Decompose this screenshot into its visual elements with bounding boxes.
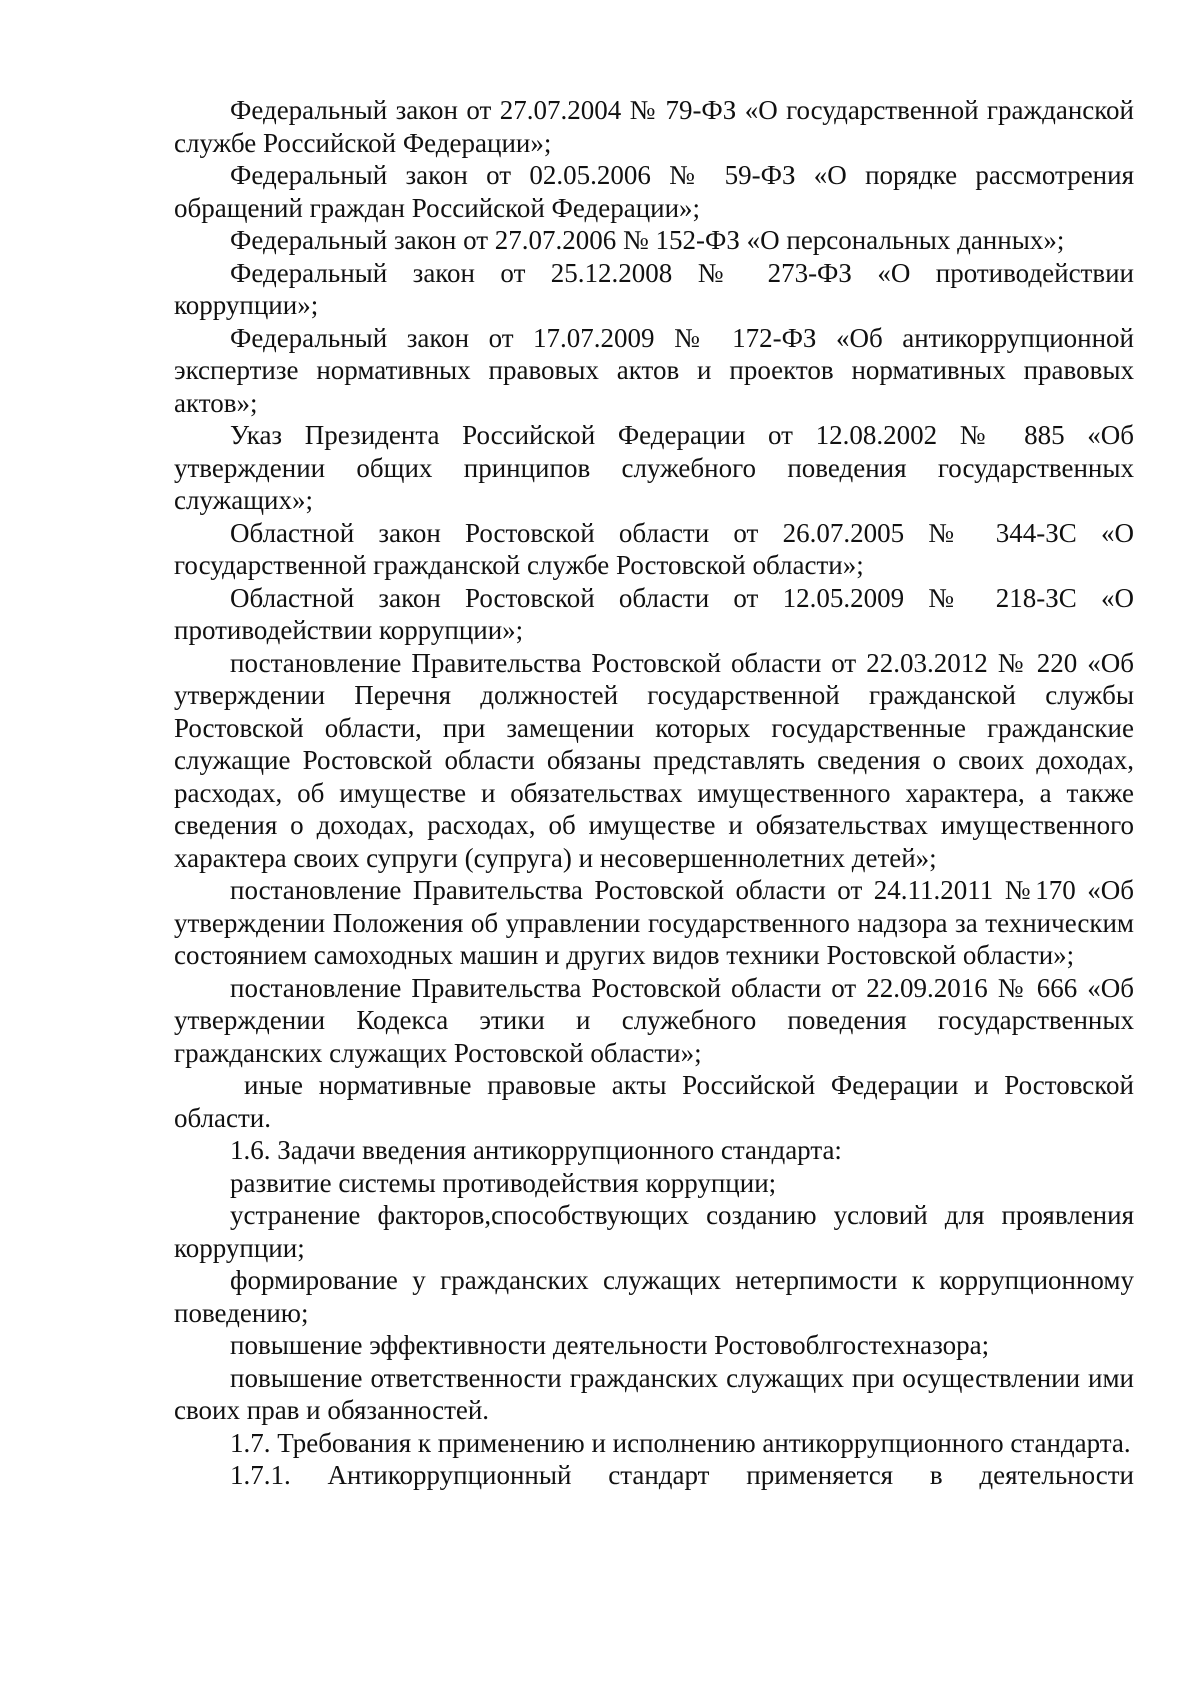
section-heading-1-7-1: 1.7.1. Антикоррупционный стандарт применяется в деятельности [230, 1460, 1134, 1490]
list-item-task-1: развитие системы противодействия коррупции; [230, 1167, 777, 1198]
paragraph-oz-344: Областной закон Ростовской области от 26.07.2005 № 344-ЗС «О государственной гражданской службе Ростовской области»; [174, 517, 1134, 580]
paragraph-postanovlenie-170: постановление Правительства Ростовской области от 24.11.2011 №170 «Об утверждении Положения об управлении государственного надзора за техническим состоянием самоходных машин и других видов техники Ростовской области»; [174, 875, 1134, 970]
paragraph-fz-59: Федеральный закон от 02.05.2006 № 59-ФЗ «О порядке рассмотрения обращений граждан Российской Федерации»; [174, 160, 1134, 223]
paragraph-oz-218: Областной закон Ростовской области от 12.05.2009 № 218-ЗС «О противодействии коррупции»; [174, 582, 1134, 645]
list-item-task-2: устранение факторов,способствующих созданию условий для проявления коррупции; [174, 1200, 1134, 1263]
list-item-task-3: формирование у гражданских служащих нетерпимости к коррупционному поведению; [174, 1265, 1134, 1328]
paragraph-fz-152: Федеральный закон от 27.07.2006 № 152-ФЗ «О персональных данных»; [230, 225, 1065, 255]
paragraph-postanovlenie-220: постановление Правительства Ростовской области от 22.03.2012 № 220 «Об утверждении Перечня должностей государственной гражданской службы Ростовской области, при замещении которых государственные гражданские служащие Ростовской области обязаны представлять сведения о своих доходах, расходах, об имуществе и обязательствах имущественного характера, а также сведения о доходах, расходах, об имуществе и обязательствах имущественного характера своих супруги (супруга) и несовершеннолетних детей»; [174, 647, 1134, 873]
paragraph-fz-79: Федеральный закон от 27.07.2004 № 79-ФЗ «О государственной гражданской службе Российской Федерации»; [174, 95, 1134, 158]
list-item-task-4: повышение эффективности деятельности Ростовоблгостехназора; [230, 1330, 990, 1360]
section-heading-1-7: 1.7. Требования к применению и исполнению антикоррупционного стандарта. [230, 1427, 1131, 1458]
section-heading-1-6: 1.6. Задачи введения антикоррупционного стандарта: [230, 1135, 842, 1165]
paragraph-ukaz-885: Указ Президента Российской Федерации от 12.08.2002 № 885 «Об утверждении общих принципов служебного поведения государственных служащих»; [174, 420, 1134, 515]
paragraph-other-acts: иные нормативные правовые акты Российской Федерации и Ростовской области. [174, 1070, 1134, 1133]
paragraph-fz-273: Федеральный закон от 25.12.2008 № 273-ФЗ «О противодействии коррупции»; [174, 257, 1134, 320]
paragraph-fz-172: Федеральный закон от 17.07.2009 № 172-ФЗ «Об антикоррупционной экспертизе нормативных правовых актов и проектов нормативных правовых актов»; [174, 322, 1134, 418]
paragraph-postanovlenie-666: постановление Правительства Ростовской области от 22.09.2016 № 666 «Об утверждении Кодекса этики и служебного поведения государственных гражданских служащих Ростовской области»; [174, 972, 1134, 1068]
list-item-task-5: повышение ответственности гражданских служащих при осуществлении ими своих прав и обязанностей. [174, 1362, 1134, 1425]
